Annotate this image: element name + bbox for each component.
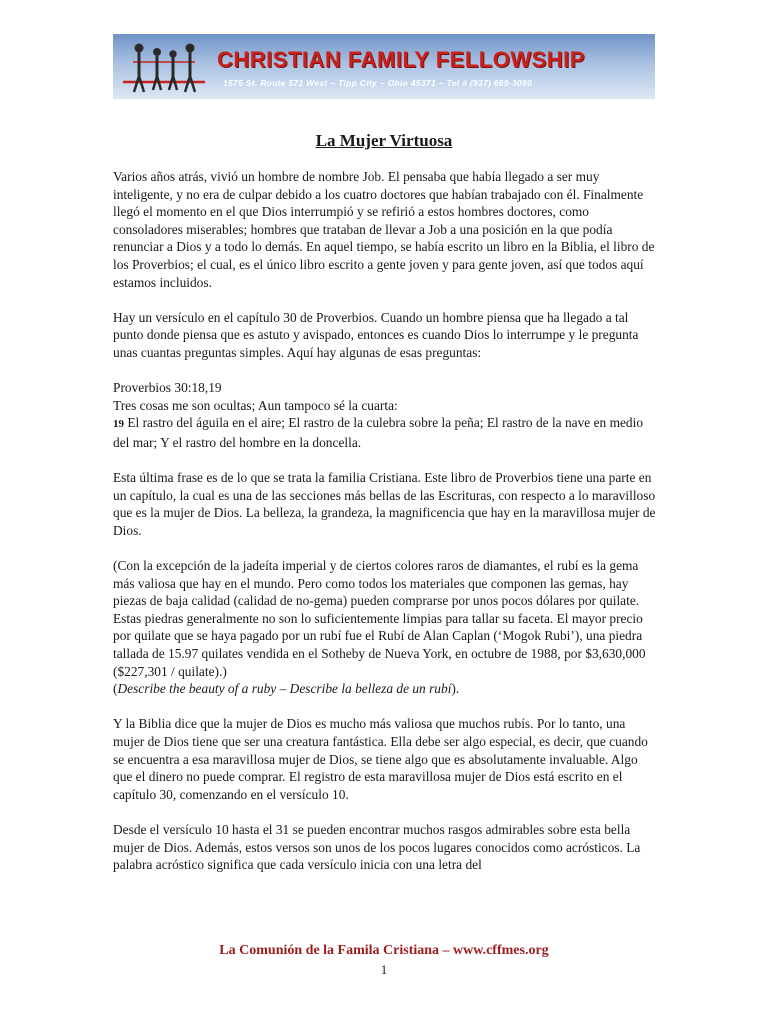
- organization-address: 1575 St. Route 571 West ~ Tipp City ~ Ohio 45371 ~ Tel # (937) 669-3090: [223, 78, 533, 88]
- note-italic: Describe the beauty of a ruby – Describe la belleza de un rubí: [117, 681, 452, 697]
- document-title: La Mujer Virtuosa: [315, 131, 453, 150]
- paragraph: Esta última frase es de lo que se trata la familia Cristiana. Este libro de Proverbios tiene una parte en un capítulo, la cual es una de las secciones más bellas de las Escrituras, con respecto a lo maravilloso que es la mujer de Dios. La belleza, la grandeza, la magnificencia que hay en la maravillosa mujer de Dios.: [113, 470, 656, 538]
- page-number: 1: [380, 962, 388, 977]
- verse-19: [113, 414, 657, 451]
- verse-19-text: El rastro del águila en el aire; El rastro de la culebra sobre la peña; El rastro de la nave en medio del mar; Y el rastro del hombre en la doncella.: [113, 415, 644, 450]
- verse-block: [113, 379, 657, 451]
- paragraph: Desde el versículo 10 hasta el 31 se pueden encontrar muchos rasgos admirables sobre esta bella mujer de Dios. Además, estos versos son unos de los pocos lugares conocidos como acrósticos. La palabra acróstico significa que cada versículo inicia con una letra del: [113, 821, 641, 873]
- paragraph: Hay un versículo en el capítulo 30 de Proverbios. Cuando un hombre piensa que ha llegado a tal punto donde piensa que es astuto y avispado, entonces es cuando Dios lo interrumpe y le pregunta unas cuantas preguntas simples. Aquí hay algunas de esas preguntas:: [113, 309, 639, 360]
- note-close: ).: [451, 681, 460, 697]
- note-open: (: [113, 681, 118, 697]
- footer-text: La Comunión de la Famila Cristiana – www.cffmes.org: [219, 943, 549, 958]
- ruby-paragraph: [113, 557, 657, 698]
- verse-number: 19: [113, 418, 124, 431]
- paragraph: Y la Biblia dice que la mujer de Dios es mucho más valiosa que muchos rubís. Por lo tanto, una mujer de Dios tiene que ser una creatura fantástica. Ella debe ser algo especial, es decir, que cuando se encuentra a esa maravillosa mujer de Dios, se tiene algo que es absolutamente invaluable. Algo que el dinero no puede comprar. El registro de esta maravillosa mujer de Dios está escrito en el capítulo 30, comenzando en el versículo 10.: [113, 716, 648, 802]
- verse-reference: Proverbios 30:18,19: [113, 380, 222, 396]
- header-banner: [113, 34, 655, 99]
- family-logo-icon: [115, 38, 213, 96]
- paragraph: (Con la excepción de la jadeíta imperial y de ciertos colores raros de diamantes, el rubí es la gema más valiosa que hay en el mundo. Pero como todos los materiales que componen las gemas, hay piezas de baja calidad (calidad de no-gema) pueden comprarse por unos pocos dólares por quilate. Estas piedras generalmente no son lo suficientemente limpias para tallar su faceta. El mayor precio por quilate que se haya pagado por un rubí fue el Rubí de Alan Caplan (‘Mogok Rubi’), una piedra tallada de 15.97 quilates vendida en el Sotheby de Nueva York, en octubre de 1988, por $3,630,000 ($227,301 / quilate).): [113, 558, 646, 679]
- paragraph: Varios años atrás, vivió un hombre de nombre Job. El pensaba que había llegado a ser muy inteligente, y no era de culpar debido a los cuatro doctores que habían trabajado con él. Finalmente llegó el momento en el que Dios interrumpió y se refirió a estos hombres doctores, como consoladores miserables; hombres que trataban de llevar a Job a una posición en la que podía renunciar a Dios y a todo lo demás. En aquel tiempo, se había escrito un libro en la Biblia, el libro de los Proverbios; el cual, es el único libro escrito a gente joven y para gente joven, así que todos aquí estamos incluidos.: [113, 169, 655, 290]
- paragraph-note: [113, 680, 657, 698]
- verse-18: Tres cosas me son ocultas; Aun tampoco sé la cuarta:: [113, 397, 398, 413]
- organization-name: CHRISTIAN FAMILY FELLOWSHIP: [217, 47, 585, 72]
- document-body: [113, 168, 657, 874]
